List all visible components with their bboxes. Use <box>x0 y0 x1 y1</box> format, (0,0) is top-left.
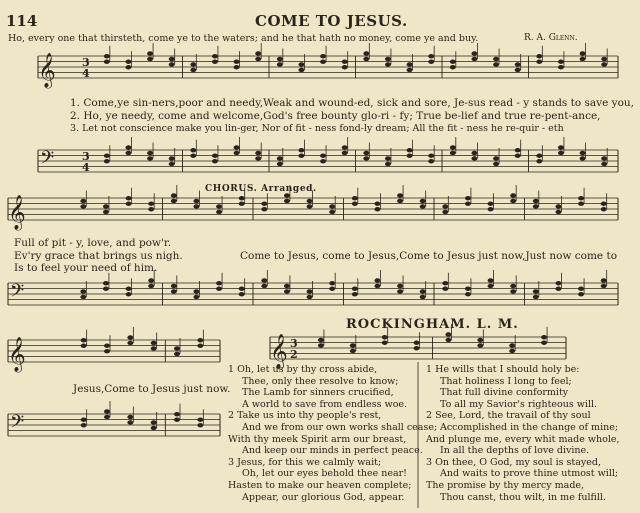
staff-1-bass-notehead <box>407 154 413 158</box>
staff-2-treble-notehead <box>601 202 607 206</box>
staff-2-bass-notehead <box>171 284 177 288</box>
staff-2-treble-notehead <box>80 199 86 203</box>
staff-3-bass-notehead <box>174 418 180 422</box>
staff-1-bass-notehead <box>190 154 196 158</box>
staff-2-treble-notehead <box>465 196 471 200</box>
staff-3-bass-notehead <box>197 418 203 422</box>
staff-1-treble-notehead <box>234 65 240 69</box>
staff-3-treble-notehead <box>151 346 157 350</box>
staff-3-bass-notehead <box>104 409 110 413</box>
page-number: 114 <box>6 12 38 30</box>
staff-1-treble-notehead <box>147 51 153 55</box>
staff-1-bass-notehead <box>255 156 261 160</box>
staff-2-bass-notehead <box>103 287 109 291</box>
staff-3-treble-notehead <box>104 344 110 348</box>
staff-1-bass-notehead <box>363 151 369 155</box>
time-signature: 3 <box>290 337 298 350</box>
staff-1-bass-notehead <box>125 151 131 155</box>
staff-1-treble-notehead <box>428 54 434 58</box>
staff-2-bass-notehead <box>510 289 516 293</box>
staff-1-bass-notehead <box>277 162 283 166</box>
verse-line: Thou canst, thou wilt, in me fulfill. <box>440 491 606 503</box>
staff-3-treble-notehead <box>104 349 110 353</box>
staff-1-treble-notehead <box>558 65 564 69</box>
verse-line-1: 1. Come,ye sin-ners,poor and needy,Weak and wound-ed, sick and sore, Je-sus read - y stands to save you, <box>70 97 635 109</box>
staff-2-treble-notehead <box>261 207 267 211</box>
rockingham-staff-notehead <box>318 343 324 347</box>
staff-1-bass-notehead <box>450 151 456 155</box>
staff-1-treble-notehead <box>190 68 196 72</box>
staff-3-treble-notehead <box>127 341 133 345</box>
staff-3-bass-notehead <box>81 423 87 427</box>
staff-1-treble-notehead <box>169 62 175 66</box>
staff-1-treble-notehead <box>342 65 348 69</box>
staff-3-bass-notehead <box>151 426 157 430</box>
staff-1-treble-notehead <box>515 68 521 72</box>
staff-2-treble-notehead <box>488 202 494 206</box>
second-line-lyric-3: Is to feel your need of him. <box>14 262 158 274</box>
staff-1-treble-notehead <box>601 57 607 61</box>
chorus-lyric: Come to Jesus, come to Jesus,Come to Jesus just now,Just now come to <box>240 250 618 262</box>
staff-1-bass-notehead <box>428 159 434 163</box>
staff-1-bass-notehead <box>515 148 521 152</box>
staff-2-bass-notehead <box>352 292 358 296</box>
staff-2-treble-notehead <box>148 207 154 211</box>
verse-line: 1 Oh, let us by thy cross abide, <box>228 364 378 375</box>
staff-1-bass-notehead <box>320 154 326 158</box>
verse-line: And we from our own works shall cease; <box>242 421 438 433</box>
staff-2-bass-notehead <box>239 287 245 291</box>
staff-1-bass-notehead <box>580 156 586 160</box>
rockingham-staff-notehead <box>477 338 483 342</box>
staff-2-treble-notehead <box>284 199 290 203</box>
staff-2-treble-notehead <box>171 199 177 203</box>
verse-line: A world to save from endless woe. <box>242 398 408 410</box>
staff-2-treble-notehead <box>397 199 403 203</box>
staff-1-treble-notehead <box>298 62 304 66</box>
staff-2-bass-notehead <box>171 289 177 293</box>
staff-2-bass-notehead <box>555 281 561 285</box>
staff-2-bass-notehead <box>374 278 380 282</box>
staff-1-treble-notehead <box>342 60 348 64</box>
staff-1-treble-notehead <box>385 57 391 61</box>
staff-1-bass-notehead <box>104 159 110 163</box>
staff-1-treble-notehead <box>493 62 499 66</box>
staff-2-bass-notehead <box>601 278 607 282</box>
staff-1-treble-notehead <box>169 57 175 61</box>
staff-2-bass-notehead <box>216 281 222 285</box>
staff-2-bass-notehead <box>442 281 448 285</box>
staff-3-bass-notehead <box>174 412 180 416</box>
staff-1-treble-notehead <box>601 62 607 66</box>
staff-2-treble-notehead <box>442 204 448 208</box>
verse-line: 1 He wills that I should holy be: <box>426 364 580 375</box>
staff-1-treble-notehead <box>147 57 153 61</box>
staff-3-bass-notehead <box>127 415 133 419</box>
staff-1-bass-notehead <box>580 151 586 155</box>
staff-1-bass-notehead <box>169 162 175 166</box>
staff-2-treble-notehead <box>329 210 335 214</box>
verse-line: 2 See, Lord, the travail of thy soul <box>426 410 591 422</box>
staff-2-bass-notehead <box>510 284 516 288</box>
staff-2-treble-notehead <box>510 199 516 203</box>
staff-2-treble-notehead <box>80 204 86 208</box>
staff-2-treble-notehead <box>103 204 109 208</box>
time-signature: 3 <box>82 56 90 69</box>
staff-1-bass-notehead <box>298 148 304 152</box>
staff-2-treble-notehead <box>307 199 313 203</box>
staff-2-bass-notehead <box>216 287 222 291</box>
staff-1-bass-notehead <box>471 151 477 155</box>
verse-line: Thee, only thee resolve to know; <box>242 375 399 387</box>
staff-3-treble-notehead <box>81 344 87 348</box>
staff-1-treble-notehead <box>234 60 240 64</box>
staff-2-treble-notehead <box>578 202 584 206</box>
treble-clef-icon: 𝄞 <box>8 195 26 230</box>
staff-2-treble-notehead <box>126 196 132 200</box>
staff-2-treble-notehead <box>555 204 561 208</box>
rockingham-staff-notehead <box>350 343 356 347</box>
staff-1-bass-notehead <box>147 156 153 160</box>
staff-2-bass-notehead <box>465 292 471 296</box>
verse-line: The Lamb for sinners crucified, <box>242 387 394 399</box>
rockingham-staff-notehead <box>541 341 547 345</box>
staff-1-treble-notehead <box>320 54 326 58</box>
staff-2-treble-notehead <box>329 204 335 208</box>
rockingham-staff-notehead <box>477 343 483 347</box>
verse-line: With thy meek Spirit arm our breast, <box>228 433 407 445</box>
staff-2-bass-notehead <box>465 287 471 291</box>
staff-2-bass-notehead <box>397 289 403 293</box>
staff-2-treble-notehead <box>465 202 471 206</box>
time-signature: 3 <box>82 150 90 163</box>
staff-1-treble-notehead <box>363 51 369 55</box>
staff-2-bass-notehead <box>329 281 335 285</box>
staff-2-bass-notehead <box>261 284 267 288</box>
staff-2-treble-notehead <box>216 210 222 214</box>
staff-1-bass-notehead <box>169 156 175 160</box>
staff-1-treble-notehead <box>320 60 326 64</box>
staff-1-treble-notehead <box>212 60 218 64</box>
rockingham-right-verses <box>426 364 620 503</box>
scripture-verse: Ho, every one that thirsteth, come ye to the waters; and he that hath no money, come ye and buy. <box>8 33 479 44</box>
staff-1-treble-notehead <box>125 60 131 64</box>
staff-1-bass-notehead <box>407 148 413 152</box>
staff-2-bass-notehead <box>148 278 154 282</box>
staff-3-treble-notehead <box>151 341 157 345</box>
staff-2-bass-notehead <box>397 284 403 288</box>
rockingham-staff-notehead <box>414 346 420 350</box>
staff-1-bass-notehead <box>450 145 456 149</box>
staff-1-treble-notehead <box>190 62 196 66</box>
staff-1-bass-notehead <box>471 156 477 160</box>
staff-1-treble-notehead <box>104 60 110 64</box>
staff-1-treble-notehead <box>255 51 261 55</box>
staff-2-treble-notehead <box>510 193 516 197</box>
rockingham-staff-notehead <box>414 341 420 345</box>
bass-clef-icon: 𝄢 <box>10 412 25 437</box>
staff-1-treble-notehead <box>450 60 456 64</box>
rockingham-staff-notehead <box>350 349 356 353</box>
staff-2-bass-notehead <box>601 284 607 288</box>
staff-2-bass-notehead <box>420 295 426 299</box>
staff-2-treble-notehead <box>352 196 358 200</box>
verse-line-3: 3. Let not conscience make you lin-ger, Nor of fit - ness fond-ly dream; All the fit - ness he re-quir - eth <box>70 123 564 134</box>
verse-line: To all my Savior's righteous will. <box>440 398 598 410</box>
rockingham-staff-notehead <box>509 349 515 353</box>
staff-1-treble-notehead <box>407 68 413 72</box>
staff-2-treble-notehead <box>533 204 539 208</box>
staff-1-treble-notehead <box>536 54 542 58</box>
staff-2-treble-notehead <box>239 196 245 200</box>
staff-2-treble-notehead <box>126 202 132 206</box>
staff-2-treble-notehead <box>216 204 222 208</box>
staff-2-bass-notehead <box>193 295 199 299</box>
staff-2-bass-notehead <box>555 287 561 291</box>
staff-1-treble-notehead <box>493 57 499 61</box>
staff-1-bass-notehead <box>320 159 326 163</box>
rockingham-staff-notehead <box>445 338 451 342</box>
rockingham-left-verses <box>228 364 437 503</box>
staff-1-bass-notehead <box>558 145 564 149</box>
staff-1-treble-notehead <box>536 60 542 64</box>
staff-1-bass-notehead <box>277 156 283 160</box>
staff-2-treble-notehead <box>397 193 403 197</box>
staff-2-treble-notehead <box>578 196 584 200</box>
rockingham-title: ROCKINGHAM. L. M. <box>346 317 519 332</box>
rockingham-staff-notehead <box>541 335 547 339</box>
verse-line: That full divine conformity <box>440 387 569 399</box>
staff-1-bass-notehead <box>515 154 521 158</box>
staff-1-treble-notehead <box>125 65 131 69</box>
staff-2-bass-notehead <box>103 281 109 285</box>
staff-1-bass-notehead <box>536 154 542 158</box>
staff-1-bass-notehead <box>212 154 218 158</box>
staff-1-bass-notehead <box>428 154 434 158</box>
verse-line: Appear, our glorious God, appear. <box>242 491 405 503</box>
staff-2-bass-notehead <box>488 278 494 282</box>
verse-line: And plunge me, every whit made whole, <box>426 433 620 445</box>
staff-1-bass-notehead <box>363 156 369 160</box>
staff-2-bass-notehead <box>261 278 267 282</box>
staff-1-treble-notehead <box>580 57 586 61</box>
staff-3-bass-notehead <box>127 420 133 424</box>
staff-1-bass-notehead <box>234 145 240 149</box>
staff-3-bass-notehead <box>81 418 87 422</box>
staff-1-treble-notehead <box>277 57 283 61</box>
staff-2-treble-notehead <box>374 202 380 206</box>
bass-clef-icon: 𝄢 <box>10 281 25 306</box>
staff-1-bass-notehead <box>190 148 196 152</box>
staff-2-treble-notehead <box>352 202 358 206</box>
staff-2-treble-notehead <box>420 199 426 203</box>
verse-line: And keep our minds in perfect peace. <box>242 445 423 457</box>
verse-line: 3 Jesus, for this we calmly wait; <box>228 456 382 468</box>
staff-1-bass-notehead <box>385 162 391 166</box>
staff-1-bass-notehead <box>298 154 304 158</box>
composer-credit: R. A. Glenn. <box>524 33 578 43</box>
staff-1-treble-notehead <box>407 62 413 66</box>
staff-1-bass-notehead <box>104 154 110 158</box>
staff-1-bass-notehead <box>342 151 348 155</box>
staff-3-treble-notehead <box>127 335 133 339</box>
staff-1-treble-notehead <box>212 54 218 58</box>
chorus-label: CHORUS. Arranged. <box>205 184 317 194</box>
staff-1-treble-notehead <box>255 57 261 61</box>
staff-2-bass-notehead <box>329 287 335 291</box>
staff-1-treble-notehead <box>363 57 369 61</box>
rockingham-staff-notehead <box>382 335 388 339</box>
staff-1-treble-notehead <box>277 62 283 66</box>
staff-1-bass-notehead <box>601 156 607 160</box>
staff-2-treble-notehead <box>488 207 494 211</box>
staff-2-bass-notehead <box>126 292 132 296</box>
staff-1-treble-notehead <box>580 51 586 55</box>
verse-line: In all the depths of love divine. <box>440 445 590 457</box>
verse-line: And waits to prove thine utmost will; <box>440 468 619 480</box>
staff-2-bass-notehead <box>578 287 584 291</box>
staff-2-bass-notehead <box>420 289 426 293</box>
staff-2-treble-notehead <box>171 193 177 197</box>
staff-2-bass-notehead <box>193 289 199 293</box>
staff-3-treble-notehead <box>81 338 87 342</box>
staff-2-bass-notehead <box>239 292 245 296</box>
time-signature: 2 <box>290 348 298 361</box>
staff-2-treble-notehead <box>533 199 539 203</box>
rockingham-staff-notehead <box>382 341 388 345</box>
staff-2-bass-notehead <box>374 284 380 288</box>
staff-2-bass-notehead <box>488 284 494 288</box>
staff-2-treble-notehead <box>420 204 426 208</box>
staff-1-treble-notehead <box>298 68 304 72</box>
chorus-ending-lyric: Jesus,Come to Jesus just now. <box>73 383 231 395</box>
staff-2-bass-notehead <box>578 292 584 296</box>
staff-3-treble-notehead <box>197 338 203 342</box>
verse-line: Accomplished in the change of mine; <box>440 421 619 433</box>
staff-1-treble-notehead <box>471 57 477 61</box>
staff-1-bass-notehead <box>234 151 240 155</box>
staff-1-bass-notehead <box>147 151 153 155</box>
staff-2-bass-notehead <box>352 287 358 291</box>
staff-2-treble-notehead <box>103 210 109 214</box>
staff-3-bass-notehead <box>151 420 157 424</box>
staff-2-treble-notehead <box>442 210 448 214</box>
staff-2-treble-notehead <box>374 207 380 211</box>
staff-2-bass-notehead <box>284 289 290 293</box>
second-line-lyric-1: Full of pit - y, love, and pow'r. <box>14 237 172 249</box>
staff-2-bass-notehead <box>80 295 86 299</box>
staff-2-bass-notehead <box>307 295 313 299</box>
staff-1-bass-notehead <box>558 151 564 155</box>
staff-3-bass-notehead <box>197 423 203 427</box>
verse-line: Hasten to make our heaven complete; <box>228 479 412 491</box>
time-signature: 4 <box>82 67 90 80</box>
staff-2-bass-notehead <box>284 284 290 288</box>
staff-2-bass-notehead <box>80 289 86 293</box>
staff-3-bass-notehead <box>104 415 110 419</box>
treble-clef-icon: 𝄞 <box>38 53 56 88</box>
rockingham-staff-notehead <box>318 338 324 342</box>
staff-2-bass-notehead <box>533 295 539 299</box>
staff-1-bass-notehead <box>125 145 131 149</box>
staff-2-treble-notehead <box>307 204 313 208</box>
staff-1-bass-notehead <box>601 162 607 166</box>
staff-2-bass-notehead <box>442 287 448 291</box>
staff-3-treble-notehead <box>174 346 180 350</box>
verse-line: Oh, let our eyes behold thee near! <box>242 468 407 480</box>
rockingham-staff-notehead <box>509 343 515 347</box>
second-line-lyric-2: Ev'ry grace that brings us nigh. <box>14 250 183 262</box>
staff-3-treble-notehead <box>197 344 203 348</box>
treble-clef-icon: 𝄞 <box>8 337 26 372</box>
staff-2-treble-notehead <box>555 210 561 214</box>
staff-2-treble-notehead <box>193 199 199 203</box>
staff-1-bass-notehead <box>493 162 499 166</box>
staff-2-bass-notehead <box>307 289 313 293</box>
staff-1-bass-notehead <box>493 156 499 160</box>
rockingham-staff-notehead <box>445 332 451 336</box>
treble-clef-icon: 𝄞 <box>270 334 288 369</box>
staff-2-treble-notehead <box>193 204 199 208</box>
staff-2-bass-notehead <box>533 289 539 293</box>
staff-1-treble-notehead <box>428 60 434 64</box>
staff-1-treble-notehead <box>515 62 521 66</box>
staff-2-bass-notehead <box>148 284 154 288</box>
staff-2-treble-notehead <box>148 202 154 206</box>
staff-2-bass-notehead <box>126 287 132 291</box>
hymn-title: COME TO JESUS. <box>255 12 408 30</box>
staff-2-treble-notehead <box>239 202 245 206</box>
staff-2-treble-notehead <box>601 207 607 211</box>
verse-line: That holiness I long to feel; <box>440 375 572 387</box>
staff-1-bass-notehead <box>536 159 542 163</box>
staff-3-treble-notehead <box>174 352 180 356</box>
staff-1-bass-notehead <box>342 145 348 149</box>
time-signature: 4 <box>82 161 90 174</box>
verse-line: The promise by thy mercy made, <box>426 479 585 491</box>
staff-1-bass-notehead <box>255 151 261 155</box>
staff-1-treble-notehead <box>450 65 456 69</box>
bass-clef-icon: 𝄢 <box>40 148 55 173</box>
staff-1-bass-notehead <box>385 156 391 160</box>
verse-line: 3 On thee, O God, my soul is stayed, <box>426 456 601 468</box>
staff-1-treble-notehead <box>558 60 564 64</box>
verse-line: 2 Take us into thy people's rest, <box>228 410 382 422</box>
verse-line-2: 2. Ho, ye needy, come and welcome,God's free bounty glo-ri - fy; True be-lief and true re-pent-ance, <box>70 110 601 122</box>
staff-2-treble-notehead <box>261 202 267 206</box>
staff-1-bass-notehead <box>212 159 218 163</box>
staff-1-treble-notehead <box>104 54 110 58</box>
staff-1-treble-notehead <box>471 51 477 55</box>
staff-1-treble-notehead <box>385 62 391 66</box>
